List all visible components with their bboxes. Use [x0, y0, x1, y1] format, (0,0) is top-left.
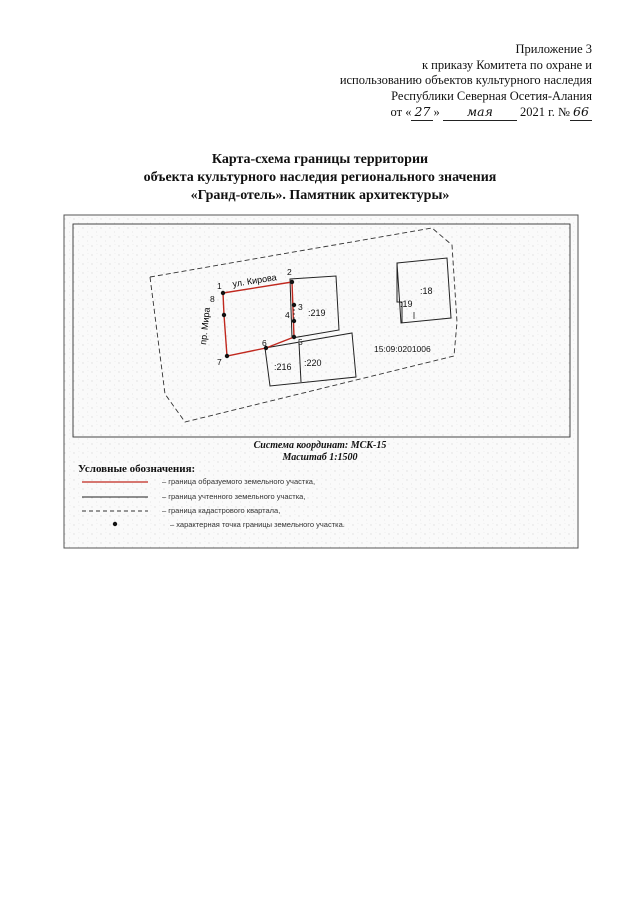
- street-mira-label: пр. Мира: [198, 306, 212, 346]
- legend-sample-point: [113, 522, 117, 526]
- title-line-1: Карта-схема границы территории: [211, 152, 429, 167]
- map-scale: Масштаб 1:1500: [282, 452, 358, 463]
- point-label-5: 5: [298, 337, 303, 347]
- appendix-label: Приложение 3: [515, 42, 592, 56]
- coordinate-system: Система координат: МСК-15: [253, 440, 387, 451]
- parcel-label-220: :220: [304, 358, 322, 368]
- point-label-1: 1: [217, 281, 222, 291]
- point-label-8: 8: [210, 294, 215, 304]
- parcel-label-216: :216: [274, 362, 292, 372]
- date-prefix: от «: [390, 105, 412, 119]
- legend-item-point: – характерная точка границы земельного участка.: [170, 520, 345, 529]
- boundary-point-3: [292, 303, 296, 307]
- parcel-label-219: :219: [308, 308, 326, 318]
- boundary-point-5: [292, 335, 296, 339]
- legend-title: Условные обозначения:: [78, 463, 196, 475]
- point-label-3: 3: [298, 302, 303, 312]
- point-label-7: 7: [217, 357, 222, 367]
- date-day: 27: [411, 104, 433, 121]
- date-month: мая: [443, 104, 517, 121]
- point-label-2: 2: [287, 267, 292, 277]
- parcel-label-19: :19: [400, 299, 413, 309]
- boundary-point-4: [292, 319, 296, 323]
- order-number: 66: [570, 104, 592, 121]
- committee-line: использованию объектов культурного наследия: [339, 73, 592, 87]
- date-mid: »: [433, 105, 440, 119]
- boundary-point-2: [290, 280, 294, 284]
- point-label-4: 4: [285, 310, 290, 320]
- republic-line: Республики Северная Осетия-Алания: [391, 88, 592, 103]
- map-frame: [64, 215, 578, 548]
- legend-item-registered: – граница учтенного земельного участка,: [162, 492, 306, 501]
- title-line-3: «Гранд-отель». Памятник архитектуры»: [190, 188, 450, 203]
- legend-item-formed: – граница образуемого земельного участка,: [162, 477, 316, 486]
- parcel-label-18: :18: [420, 286, 433, 296]
- boundary-point-7: [225, 354, 229, 358]
- order-line: к приказу Комитета по охране и: [421, 57, 592, 72]
- date-year: 2021 г. №: [519, 105, 570, 119]
- boundary-point-8: [222, 313, 226, 317]
- cadastral-quarter-label: 15:09:0201006: [374, 344, 431, 354]
- boundary-point-1: [221, 291, 225, 295]
- legend-item-quarter: – граница кадастрового квартала,: [162, 506, 281, 515]
- point-label-6: 6: [262, 338, 267, 348]
- title-line-2: объекта культурного наследия регионального значения: [143, 170, 497, 185]
- street-kirova-label: ул. Кирова: [231, 272, 278, 289]
